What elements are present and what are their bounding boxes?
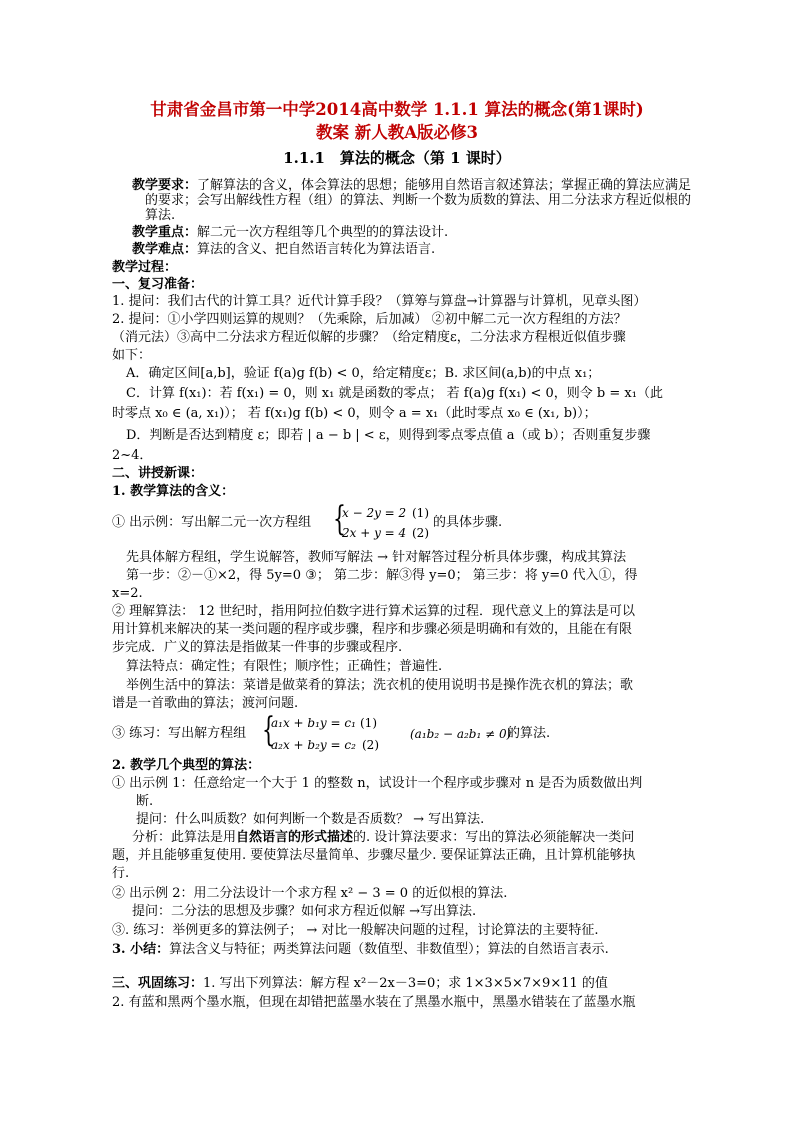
example2-analysis-line2: 题，并且能够重复使用. 要使算法尽量简单、步骤尽量少. 要保证算法正确，且计算机能够执 [112,848,636,863]
difficult-points-text: 算法的含义、把自然语言转化为算法语言. [197,242,436,257]
understand-line2: 用计算机来解决的某一类问题的程序或步骤，程序和步骤必须是明确和有效的，且能在有限 [112,622,633,637]
bisection-step-a: A．确定区间[a,b]，验证 f(a)g f(b) < 0，给定精度ε；B. 求区间(a,b)的中点 x₁； [126,366,601,381]
example1-steps: 第一步：②－①×2，得 5y=0 ③； 第二步：解③得 y=0； 第三步：将 y=0 代入①，得 [126,568,638,583]
review-q2-line2: （消元法）③高中二分法求方程近似解的步骤？（给定精度ε，二分法求方程根近似值步骤 [112,330,626,345]
requirements-text: 了解算法的含义，体会算法的思想；能够用自然语言叙述算法；掌握正确的算法应满足 [197,178,692,193]
equation-1: x − 2y = 2 [342,506,407,520]
key-points-text: 解二元一次方程组等几个典型的的算法设计. [197,225,449,240]
topic1-heading: 1. 教学算法的含义： [112,484,235,499]
summary-text: 算法含义与特征；两类算法问题（数值型、非数值型）；算法的自然语言表示. [169,942,609,957]
exercise-suffix: 的算法. [507,726,551,741]
understand-line1: ② 理解算法： 12 世纪时，指用阿拉伯数字进行算术运算的过程．现代意义上的算法是可以 [112,604,635,619]
exercise-equation-2-number: (2) [362,738,379,752]
key-points-label: 教学重点： [132,225,198,240]
bisection-step-d-line2: 2~4． [112,448,153,463]
review-q1: 1. 提问：我们古代的计算工具？近代计算手段？（算筹与算盘→计算器与计算机，见章头图） [112,294,647,309]
consolidation-label: 三、巩固练习： [112,976,204,991]
exercise-equation-1: a₁x + b₁y = c₁ [271,716,356,730]
algorithm-features: 算法特点：确定性；有限性；顺序性；正确性；普遍性. [126,659,443,674]
example1-suffix: 的具体步骤. [433,515,503,530]
equation-2: 2x + y = 4 [342,526,407,540]
analysis-bold: 自然语言的形式描述 [236,830,354,845]
analysis-prefix: 分析：此算法是用 [132,830,237,845]
difficult-points [132,242,435,258]
bisection-step-c-line1: C．计算 f(x₁)：若 f(x₁) = 0，则 x₁ 就是函数的零点； 若 f(a)g f(x₁) < 0，则令 b = x₁（此 [126,386,663,401]
exercise-equation-2: a₂x + b₂y = c₂ [271,738,356,752]
exercise-system-brace: { [262,710,275,750]
key-points [132,225,448,241]
requirements-line2: 的要求；会写出解线性方程（组）的算法、判断一个数为质数的算法、用二分法求方程近似根的 [145,193,692,208]
equation-system-brace: { [333,499,346,539]
equation-2-number: (2) [412,526,429,540]
life-examples-line1: 举例生活中的算法：菜谱是做菜肴的算法；洗衣机的使用说明书是操作洗衣机的算法；歌 [126,678,634,693]
process-heading: 教学过程： [112,260,178,275]
review-q2-line1: 2. 提问：①小学四则运算的规则？（先乘除，后加减） ②初中解二元一次方程组的方法？ [112,312,627,327]
example2-analysis-line3: 行. [112,866,130,881]
section-review-heading: 一、复习准备： [112,277,204,292]
example1-intro: ① 出示例：写出解二元一次方程组 [112,515,312,530]
exercise-intro: ③ 练习：写出解方程组 [112,726,247,741]
summary-label: 3. 小结： [112,942,170,957]
example2-line2: 断. [136,794,154,809]
example2-line1: ① 出示例 1：任意给定一个大于 1 的整数 n，试设计一个程序或步骤对 n 是否为质数做出判 [112,776,643,791]
summary-line [112,942,609,958]
example3-line: ② 出示例 2：用二分法设计一个求方程 x² − 3 = 0 的近似根的算法. [112,886,508,901]
topic2-heading: 2. 教学几个典型的算法： [112,758,261,773]
bisection-step-d-line1: D．判断是否达到精度 ε；即若 | a − b | < ε，则得到零点零点值 a（或 b）；否则重复步骤 [126,428,651,443]
understand-line3: 步完成．广义的算法是指做某一件事的步骤或程序. [112,640,403,655]
equation-1-number: (1) [412,506,429,520]
practice-line: ③. 练习：举例更多的算法例子； → 对比一般解决问题的过程，讨论算法的主要特征. [112,923,599,938]
requirements-label: 教学要求： [132,178,198,193]
example3-question: 提问：二分法的思想及步骤？如何求方程近似解 →写出算法. [132,904,477,919]
example2-question: 提问：什么叫质数？如何判断一个数是否质数？ → 写出算法. [136,812,485,827]
analysis-suffix: 的. 设计算法要求：写出的算法必须能解决一类问 [353,830,635,845]
bisection-step-c-line2: 时零点 x₀ ∈ (a, x₁)）； 若 f(x₁)g f(b) < 0，则令 a = x₁（此时零点 x₀ ∈ (x₁, b)）； [112,406,597,421]
exercise-equation-1-number: (1) [360,716,377,730]
section-new-lesson-heading: 二、讲授新课： [112,466,204,481]
example1-analysis: 先具体解方程组，学生说解答，教师写解法 → 针对解答过程分析具体步骤，构成其算法 [126,550,627,565]
life-examples-line2: 谱是一首歌曲的算法；渡河问题. [112,696,299,711]
consolidation-line1 [112,976,608,992]
consolidation-text: 1. 写出下列算法：解方程 x²－2x－3=0；求 1×3×5×7×9×11 的值 [203,976,608,991]
example1-steps-end: x=2. [112,586,143,601]
review-q2-line3: 如下： [112,348,152,363]
requirements-line3: 算法. [145,208,176,223]
example2-analysis-line1 [132,830,634,846]
requirements-line1 [132,178,691,194]
document-title-line2: 教案 新人教A版必修3 [315,123,479,142]
consolidation-line2: 2. 有蓝和黑两个墨水瓶，但现在却错把蓝墨水装在了黑墨水瓶中，黑墨水错装在了蓝墨水瓶 [112,995,636,1010]
exercise-condition: (a₁b₂ − a₂b₁ ≠ 0) [410,727,512,741]
difficult-points-label: 教学难点： [132,242,198,257]
document-title-line1: 甘肃省金昌市第一中学2014高中数学 1.1.1 算法的概念(第1课时) [150,100,644,119]
section-subtitle: 1.1.1 算法的概念（第 1 课时） [283,149,511,167]
